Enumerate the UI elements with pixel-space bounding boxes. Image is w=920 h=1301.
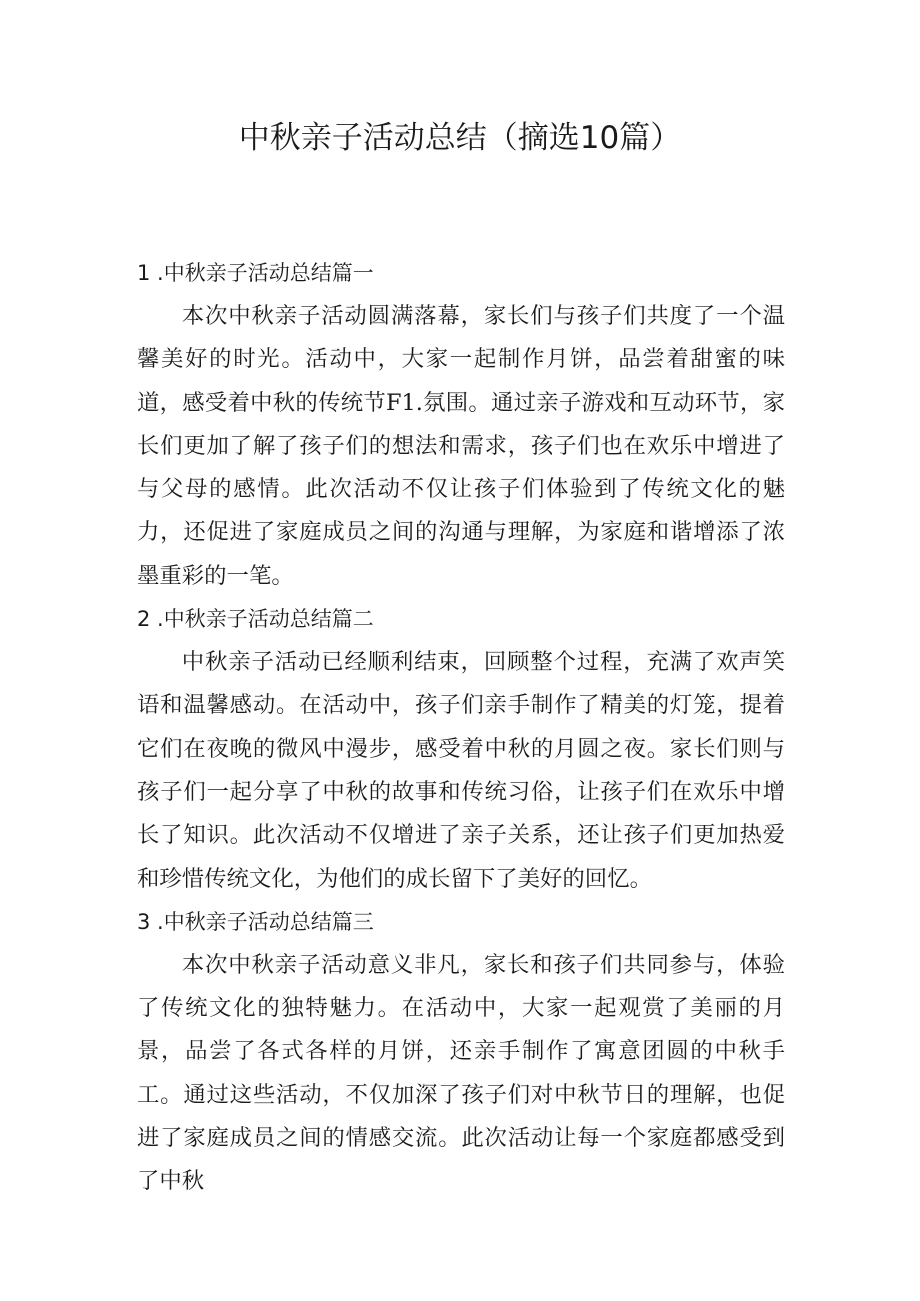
section-heading: 2 .中秋亲子活动总结篇二 — [137, 607, 374, 632]
section-1 — [137, 252, 785, 598]
document-title: 中秋亲子活动总结（摘选10篇） — [238, 120, 682, 156]
section-heading: 1 .中秋亲子活动总结篇一 — [137, 261, 374, 285]
section-paragraph: 本次中秋亲子活动意义非凡，家长和孩子们共同参与，体验了传统文化的独特魅力。在活动中，大家一起观赏了美丽的月景，品尝了各式各样的月饼，还亲手制作了寓意团圆的中秋手工。通过这些活动，不仅加深了孩子们对中秋节日的理解，也促进了家庭成员之间的情感交流。此次活动让每一个家庭都感受到了中秋 — [137, 951, 785, 1195]
section-heading: 3 .中秋亲子活动总结篇三 — [137, 909, 374, 934]
section-2 — [137, 598, 785, 901]
section-3 — [137, 901, 785, 1204]
document-body — [137, 252, 785, 1204]
section-paragraph: 本次中秋亲子活动圆满落幕，家长们与孩子们共度了一个温馨美好的时光。活动中，大家一起制作月饼，品尝着甜蜜的味道，感受着中秋的传统节F1.氛围。通过亲子游戏和互动环节，家长们更加了解了孩子们的想法和需求，孩子们也在欢乐中增进了与父母的感情。此次活动不仅让孩子们体验到了传统文化的魅力，还促进了家庭成员之间的沟通与理解，为家庭和谐增添了浓墨重彩的一笔。 — [137, 303, 785, 589]
section-paragraph: 中秋亲子活动已经顺利结束，回顾整个过程，充满了欢声笑语和温馨感动。在活动中，孩子们亲手制作了精美的灯笼，提着它们在夜晚的微风中漫步，感受着中秋的月圆之夜。家长们则与孩子们一起分享了中秋的故事和传统习俗，让孩子们在欢乐中增长了知识。此次活动不仅增进了亲子关系，还让孩子们更加热爱和珍惜传统文化，为他们的成长留下了美好的回忆。 — [137, 649, 785, 892]
